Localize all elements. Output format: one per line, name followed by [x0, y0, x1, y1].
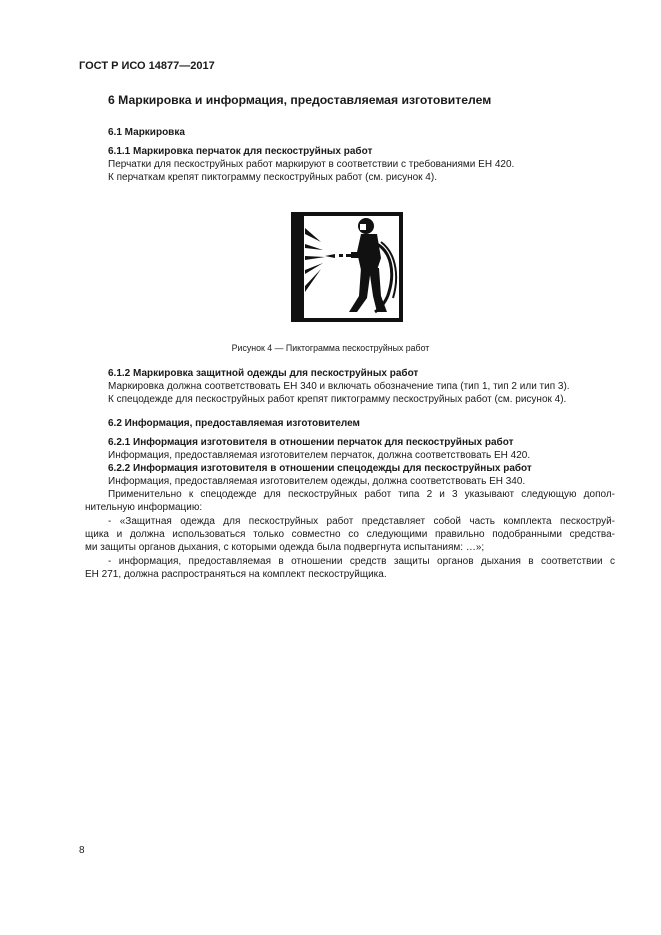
sandblasting-pictogram: [291, 212, 403, 322]
section-6-1-2-line-1: Маркировка должна соответствовать ЕН 340 и включать обозначение типа (тип 1, тип 2 или тип 3).: [108, 381, 570, 392]
section-6-2-2-line: Информация, предоставляемая изготовителем одежды, должна соответствовать ЕН 340.: [108, 476, 526, 487]
section-6-1-1-line-1: Перчатки для пескоструйных работ маркируют в соответствии с требованиями ЕН 420.: [108, 159, 515, 170]
section-6-1-title: 6.1 Маркировка: [108, 127, 185, 138]
section-6-1-1-line-2: К перчаткам крепят пиктограмму пескоструйных работ (см. рисунок 4).: [108, 172, 437, 183]
section-6-2-1-title: 6.2.1 Информация изготовителя в отношении перчаток для пескоструйных работ: [108, 437, 514, 448]
bullet-2-line-2: ЕН 271, должна распространяться на комплект пескоструйщика.: [85, 569, 387, 580]
bullet-1-line-3: ми защиты органов дыхания, с которыми одежда была подвергнута испытаниям: …»;: [85, 542, 485, 553]
section-6-title: 6 Маркировка и информация, предоставляемая изготовителем: [108, 93, 492, 107]
section-6-2-1-line: Информация, предоставляемая изготовителем перчаток, должна соответствовать ЕН 420.: [108, 450, 531, 461]
section-6-2-2-para-line-2: нительную информацию:: [85, 502, 203, 513]
section-6-1-2-line-2: К спецодежде для пескоструйных работ крепят пиктограмму пескоструйных работ (см. рисунок 4).: [108, 394, 567, 405]
section-6-1-2-title: 6.1.2 Маркировка защитной одежды для пескоструйных работ: [108, 368, 419, 379]
figure-4-caption: Рисунок 4 — Пиктограмма пескоструйных работ: [231, 343, 430, 353]
bullet-2-line-1: - информация, предоставляемая в отношении средств защиты органов дыхания в соответствии с: [108, 556, 615, 567]
section-6-2-2-title: 6.2.2 Информация изготовителя в отношении спецодежды для пескоструйных работ: [108, 463, 532, 474]
document-header: ГОСТ Р ИСО 14877—2017: [79, 60, 215, 72]
section-6-2-2-para-line-1: Применительно к спецодежде для пескоструйных работ типа 2 и 3 указывают следующую допол-: [108, 489, 615, 500]
bullet-1-line-1: - «Защитная одежда для пескоструйных работ представляет собой часть комплекта пескоструй-: [108, 516, 615, 527]
bullet-1-line-2: щика и должна использоваться только совместно со следующими правильно подобранными средства-: [85, 529, 615, 540]
page-number: 8: [79, 845, 85, 856]
section-6-1-1-title: 6.1.1 Маркировка перчаток для пескоструйных работ: [108, 146, 373, 157]
section-6-2-title: 6.2 Информация, предоставляемая изготовителем: [108, 418, 360, 429]
